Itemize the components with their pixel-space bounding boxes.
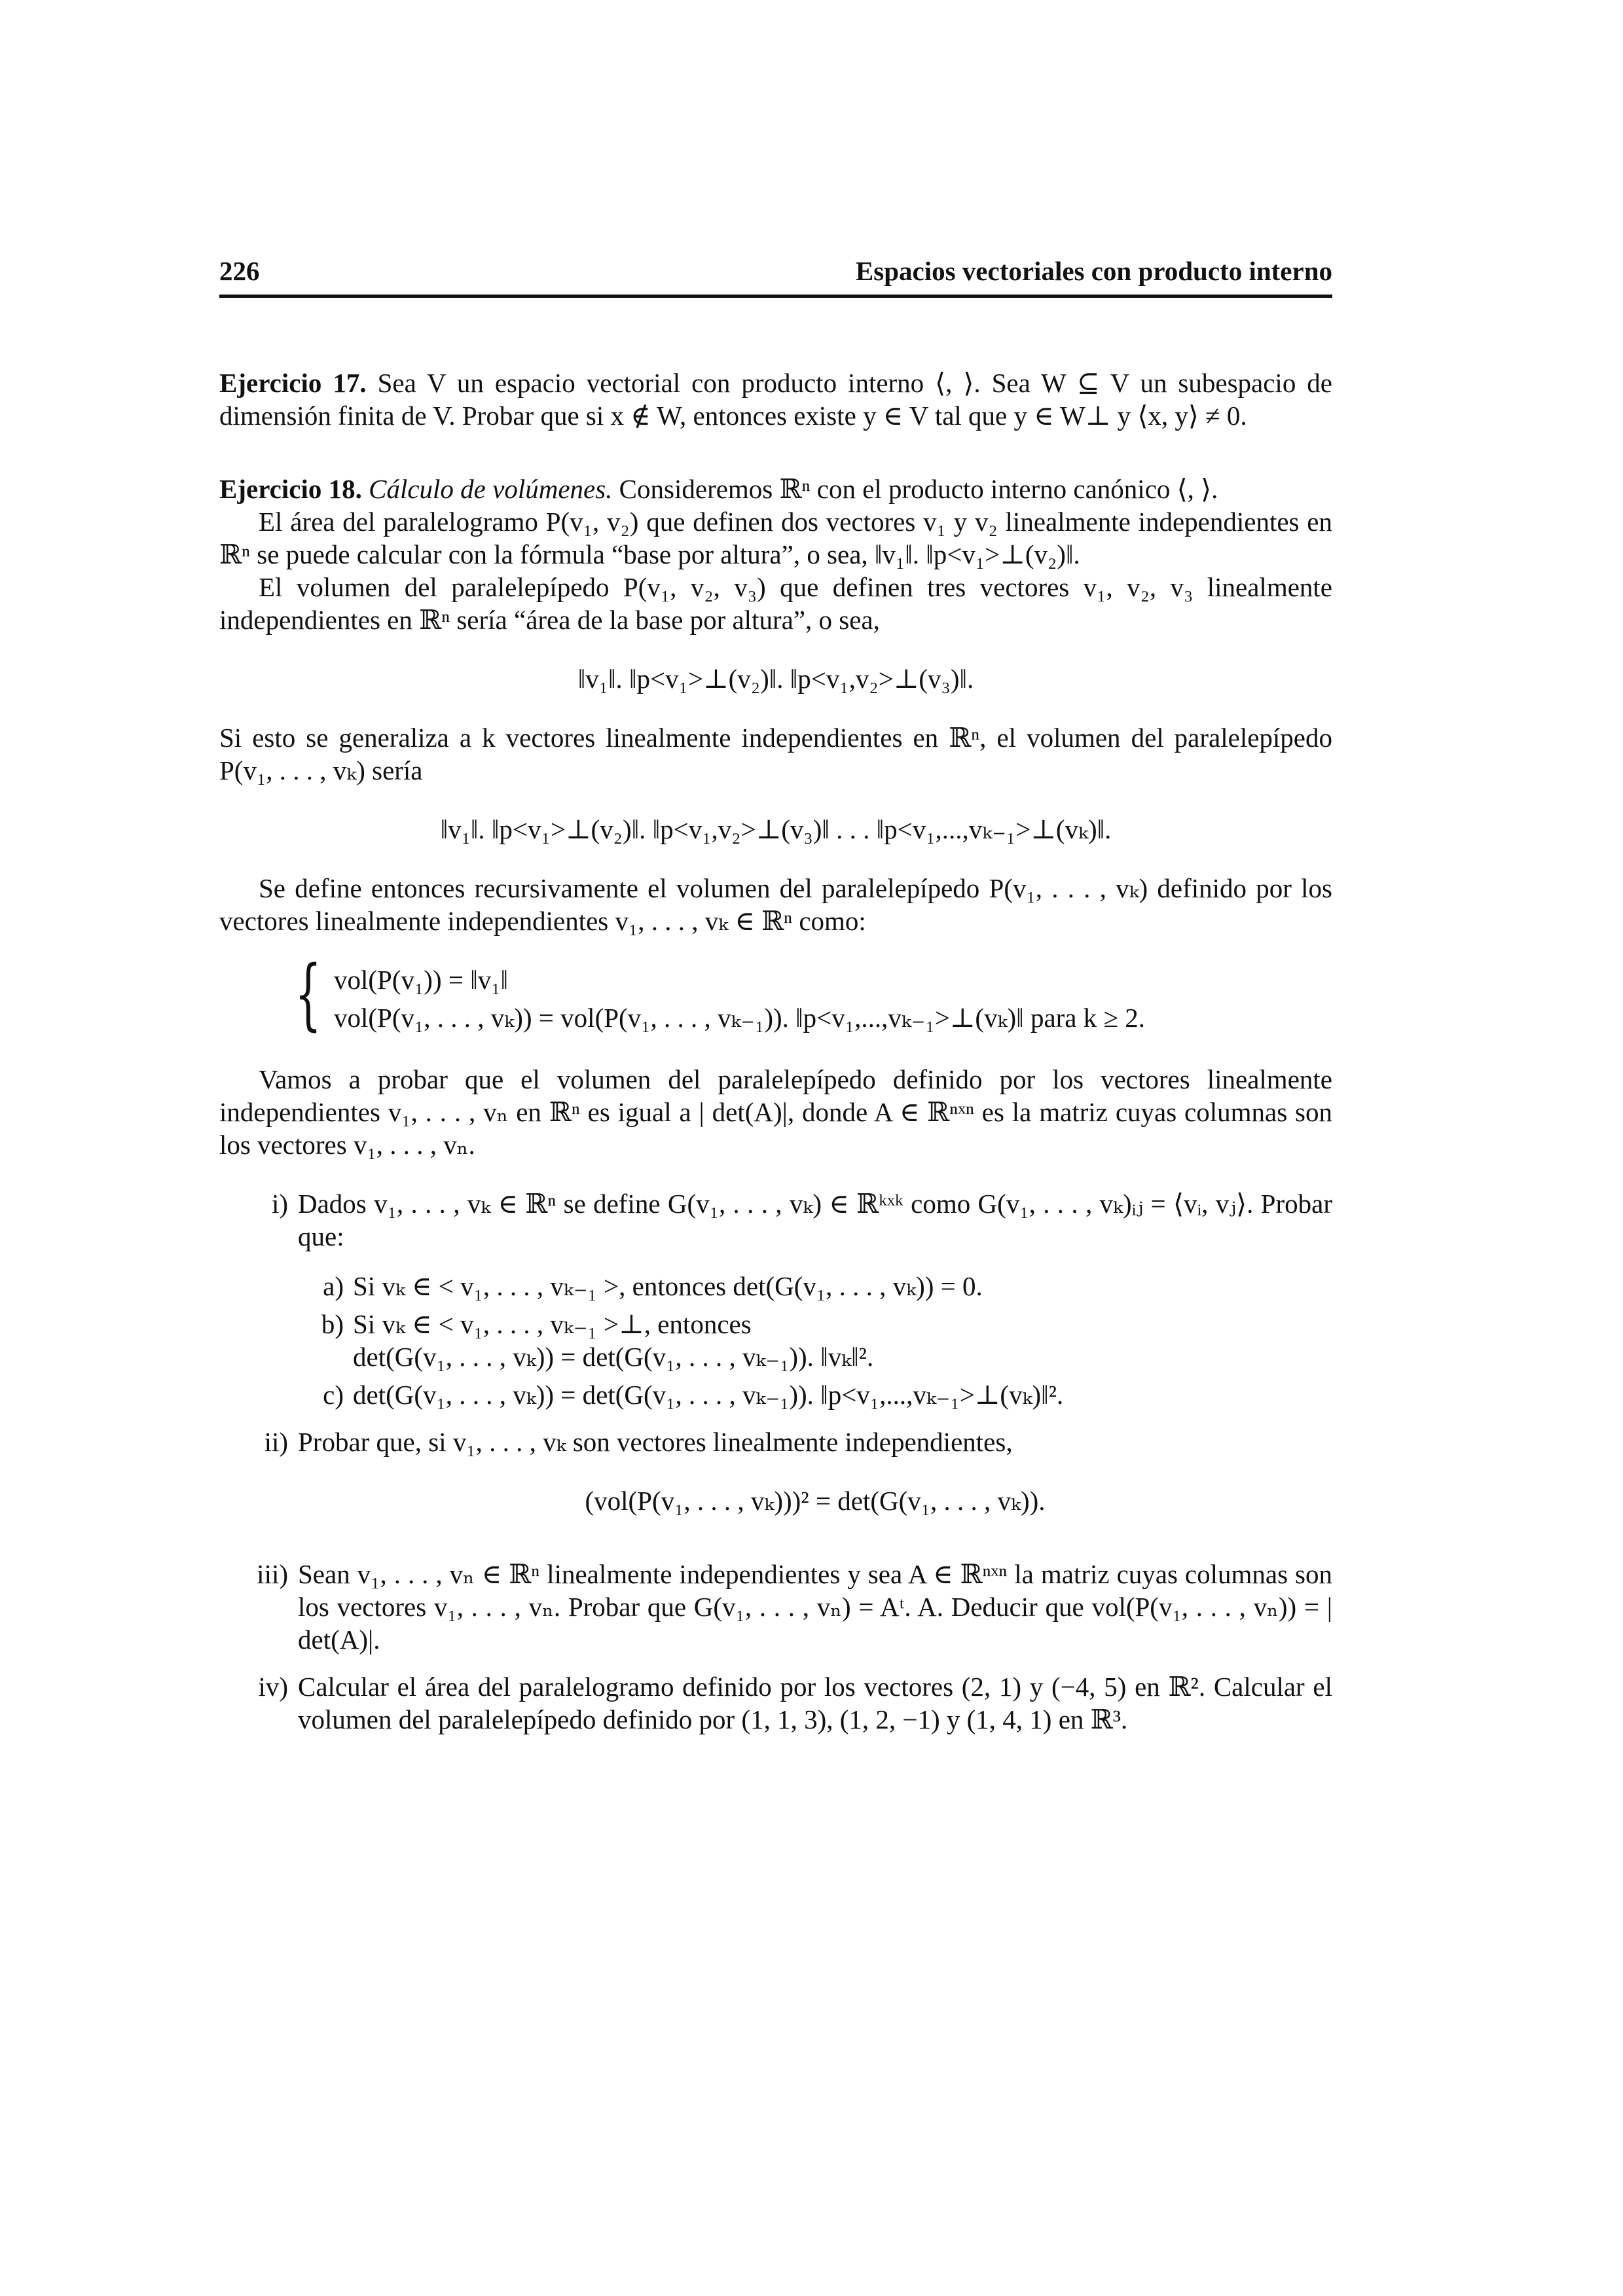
item-text: Sean v₁, . . . , vₙ ∈ ℝⁿ linealmente independientes y sea A ∈ ℝⁿˣⁿ la matriz cuyas columnas son los vectores v₁, . . . , vₙ. Probar que G(v₁, . . . , vₙ) = Aᵗ. A. Deducir que vol(P(v₁, . . . , vₙ)) = | det(A)|. [298,1559,1332,1655]
sub-item-text: Si vₖ ∈ < v₁, . . . , vₖ₋₁ >⊥, entonces [353,1309,752,1339]
sub-item-a [304,1270,1332,1302]
exercise-18-intro [219,473,1332,505]
item-list [219,1187,1332,1736]
item-ii [219,1426,1332,1543]
formula-gram: (vol(P(v₁, . . . , vₖ)))² = det(G(v₁, . . . , vₖ)). [585,1486,1046,1516]
exercise-17 [219,367,1332,432]
page-content [219,367,1332,1736]
exercise-18-label: Ejercicio 18. [219,474,362,504]
running-header [219,255,1332,298]
recursive-definition [295,948,1332,1039]
item-iv [219,1670,1332,1736]
sub-item-text: det(G(v₁, . . . , vₖ)) = det(G(v₁, . . . , vₖ₋₁)). ‖p<v₁,...,vₖ₋₁>⊥(vₖ)‖². [353,1380,1064,1410]
item-text: Calcular el área del paralelogramo definido por los vectores (2, 1) y (−4, 5) en ℝ². Calcular el volumen del paralelepípedo definido por (1, 1, 3), (1, 2, −1) y (1, 4, 1) en ℝ³. [298,1672,1332,1734]
exercise-17-text: Sea V un espacio vectorial con producto interno ⟨, ⟩. Sea W ⊆ V un subespacio de dimensión finita de V. Probar que si x ∉ W, entonces existe y ∈ V tal que y ∈ W⊥ y ⟨x, y⟩ ≠ 0. [219,368,1332,431]
paragraph-goal: Vamos a probar que el volumen del paralelepípedo definido por los vectores linealmente independientes v₁, . . . , vₙ en ℝⁿ es igual a | det(A)|, donde A ∈ ℝⁿˣⁿ es la matriz cuyas columnas son los vectores v₁, . . . , vₙ. [219,1064,1332,1160]
sub-item-list [304,1270,1332,1411]
case-recursive: vol(P(v₁, . . . , vₖ)) = vol(P(v₁, . . . , vₖ₋₁)). ‖p<v₁,...,vₖ₋₁>⊥(vₖ)‖ para k ≥ 2. [334,1003,1145,1033]
item-text: Probar que, si v₁, . . . , vₖ son vectores linealmente independientes, [298,1427,1013,1457]
item-iii [219,1558,1332,1656]
sub-item-label: c) [323,1380,344,1410]
paragraph-recursive: Se define entonces recursivamente el volumen del paralelepípedo P(v₁, . . . , vₖ) definido por los vectores linealmente independientes v₁, . . . , vₖ ∈ ℝⁿ como: [219,873,1332,936]
sub-item-text: Si vₖ ∈ < v₁, . . . , vₖ₋₁ >, entonces det(G(v₁, . . . , vₖ)) = 0. [353,1271,983,1301]
formula-volume-3: ‖v₁‖. ‖p<v₁>⊥(v₂)‖. ‖p<v₁,v₂>⊥(v₃)‖. [577,664,974,694]
paragraph-volume: El volumen del paralelepípedo P(v₁, v₂, v₃) que definen tres vectores v₁, v₂, v₃ linealmente independientes en ℝⁿ sería “área de la base por altura”, o sea, [219,572,1332,635]
formula-volume-k: ‖v₁‖. ‖p<v₁>⊥(v₂)‖. ‖p<v₁,v₂>⊥(v₃)‖ . . . ‖p<v₁,...,vₖ₋₁>⊥(vₖ)‖. [440,814,1112,844]
running-title: Espacios vectoriales con producto interno [855,256,1332,286]
item-label: iv) [258,1672,288,1702]
case-base: vol(P(v₁)) = ‖v₁‖ [334,965,509,995]
sub-item-text-continued: det(G(v₁, . . . , vₖ)) = det(G(v₁, . . . , vₖ₋₁)). ‖vₖ‖². [353,1342,874,1372]
page-number: 226 [219,256,260,286]
item-label: ii) [264,1427,288,1457]
exercise-18-title: Cálculo de volúmenes. [369,474,613,504]
paragraph-generalize: Si esto se generaliza a k vectores linealmente independientes en ℝⁿ, el volumen del paralelepípedo P(v₁, . . . , vₖ) sería [219,723,1332,785]
left-brace: { [295,948,322,1039]
sub-item-c [304,1378,1332,1411]
sub-item-b [304,1308,1332,1373]
item-label: iii) [257,1559,288,1589]
item-i [219,1187,1332,1411]
item-label: i) [271,1189,288,1219]
sub-item-label: b) [321,1309,344,1339]
exercise-17-label: Ejercicio 17. [219,368,367,398]
item-text: Dados v₁, . . . , vₖ ∈ ℝⁿ se define G(v₁, . . . , vₖ) ∈ ℝᵏˣᵏ como G(v₁, . . . , vₖ)ᵢⱼ = ⟨vᵢ, vⱼ⟩. Probar que: [298,1189,1332,1251]
paragraph-area: El área del paralelogramo P(v₁, v₂) que definen dos vectores v₁ y v₂ linealmente independientes en ℝⁿ se puede calcular con la fórmula “base por altura”, o sea, ‖v₁‖. ‖p<v₁>⊥(v₂)‖. [219,507,1332,569]
exercise-18-intro-text: Consideremos ℝⁿ con el producto interno canónico ⟨, ⟩. [619,474,1218,504]
sub-item-label: a) [323,1271,344,1301]
